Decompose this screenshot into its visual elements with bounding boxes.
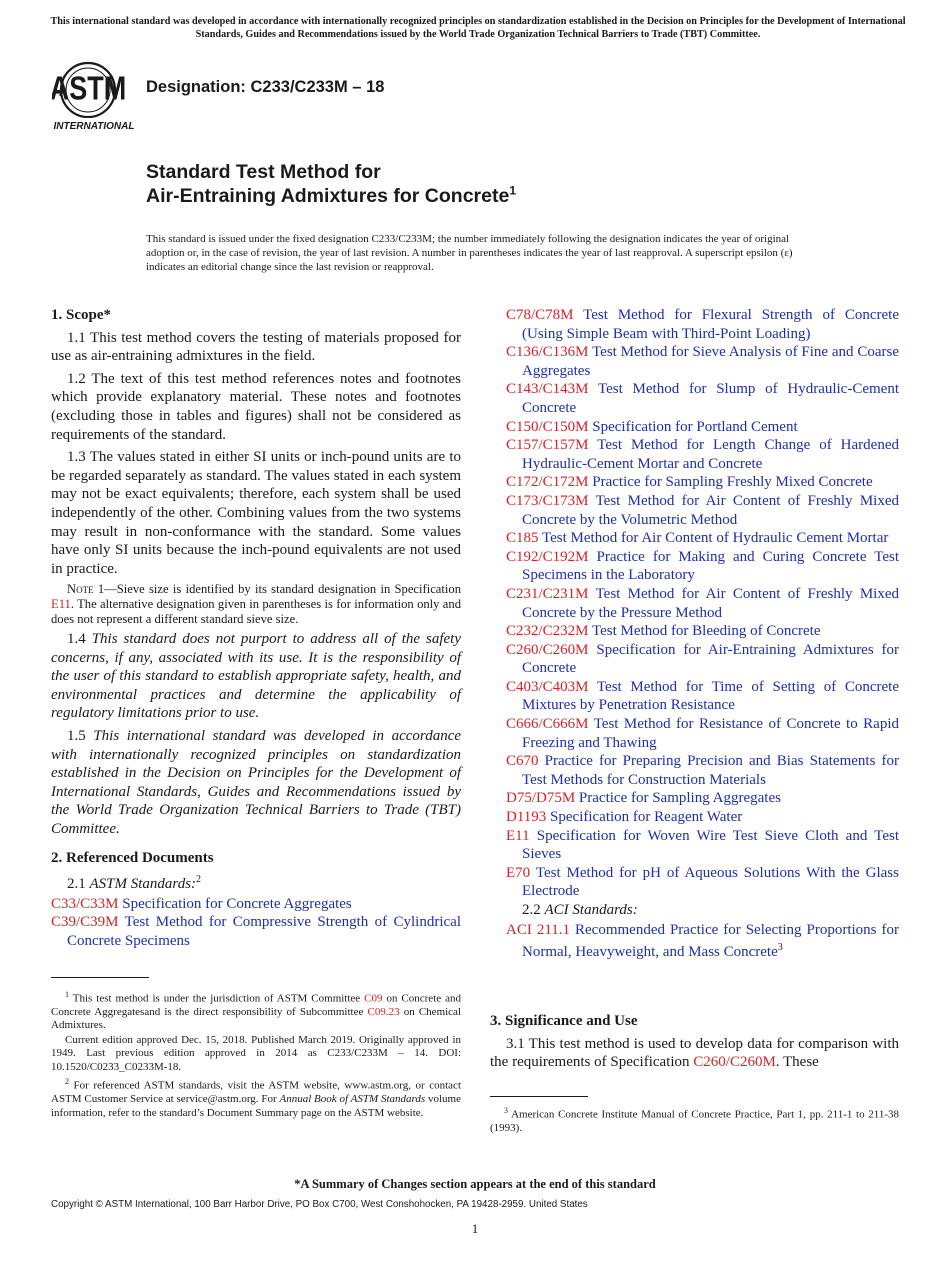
reference-item[interactable]: [506, 622, 899, 641]
astm-standards-list-right: [506, 306, 899, 901]
reference-title[interactable]: Test Method for Bleeding of Concrete: [592, 623, 821, 640]
reference-title[interactable]: Test Method for Sieve Analysis of Fine and Coarse Aggregates: [522, 344, 899, 379]
reference-title[interactable]: Test Method for Time of Setting of Concrete Mixtures by Penetration Resistance: [522, 678, 900, 714]
reference-code[interactable]: C33/C33M: [51, 895, 119, 912]
top-notice: This international standard was developed in accordance with internationally recognized principles on standardization established in the Decision on Principles for the Development of International Standards, Guides and Recommendations issued by the World Trade Organization Technical Barriers to Trade (TBT) Committee.: [50, 16, 906, 40]
footnote-rule-right: [490, 1096, 588, 1097]
reference-code[interactable]: C232/C232M: [506, 623, 589, 640]
reference-code[interactable]: C173/C173M: [506, 492, 589, 509]
reference-item[interactable]: [506, 864, 899, 901]
reference-item[interactable]: [506, 380, 899, 417]
significance-section: [490, 1012, 899, 1076]
reference-code[interactable]: D75/D75M: [506, 790, 576, 807]
reference-item[interactable]: [506, 418, 899, 437]
designation: Designation: C233/C233M – 18: [146, 78, 385, 96]
para-1-2: 1.2 The text of this test method references notes and footnotes which provide explanatory material. These notes and footnotes (excluding those in tables and figures) shall not be considered as requirements of the standard.: [51, 370, 461, 443]
reference-title[interactable]: Test Method for Slump of Hydraulic-Cement Concrete: [522, 381, 899, 416]
reference-code[interactable]: C231/C231M: [506, 585, 589, 602]
reference-item[interactable]: [506, 789, 899, 808]
reference-title[interactable]: Test Method for Air Content of Freshly Mixed Concrete by the Volumetric Method: [522, 492, 899, 528]
reference-title[interactable]: Test Method for pH of Aqueous Solutions With the Glass Electrode: [522, 864, 899, 900]
reference-item[interactable]: [506, 492, 899, 529]
section-heading-significance: 3. Significance and Use: [490, 1013, 638, 1029]
summary-of-changes-note: *A Summary of Changes section appears at the end of this standard: [294, 1177, 656, 1191]
reference-title[interactable]: Test Method for Air Content of Hydraulic Cement Mortar: [542, 530, 889, 547]
reference-code[interactable]: D1193: [506, 809, 547, 826]
reference-title[interactable]: Test Method for Flexural Strength of Concrete (Using Simple Beam with Third-Point Loading): [522, 307, 899, 342]
reference-code[interactable]: C260/C260M: [506, 641, 589, 658]
reference-title[interactable]: Specification for Portland Cement: [592, 418, 798, 435]
reference-title[interactable]: Test Method for Resistance of Concrete to Rapid Freezing and Thawing: [522, 716, 899, 751]
subsection-aci-standards: 2.2 ACI Standards:: [522, 902, 638, 918]
reference-item[interactable]: [506, 827, 899, 864]
reference-code[interactable]: C143/C143M: [506, 381, 589, 398]
logo-caption: INTERNATIONAL: [53, 121, 135, 132]
reference-title[interactable]: Specification for Concrete Aggregates: [122, 895, 352, 912]
reference-item[interactable]: [506, 306, 899, 343]
reference-code[interactable]: C172/C172M: [506, 474, 589, 491]
title-footnote-ref[interactable]: 1: [509, 183, 517, 198]
para-3-1: 3.1 This test method is used to develop data for comparison with the requirements of Specification C260/C260M. These: [490, 1035, 899, 1071]
reference-title[interactable]: Specification for Woven Wire Test Sieve Cloth and Test Sieves: [522, 827, 900, 863]
reference-item[interactable]: [506, 715, 899, 752]
reference-code[interactable]: C192/C192M: [506, 548, 589, 565]
section-heading-referenced-documents: 2. Referenced Documents: [51, 849, 214, 866]
reference-title[interactable]: Test Method for Compressive Strength of Cylindrical Concrete Specimens: [67, 914, 461, 949]
reference-item[interactable]: [506, 641, 899, 678]
reference-item[interactable]: [51, 895, 461, 914]
left-column: [51, 306, 461, 951]
reference-code[interactable]: C150/C150M: [506, 418, 589, 435]
para-1-4: 1.4 This standard does not purport to address all of the safety concerns, if any, associated with its use. It is the responsibility of the user of this standard to establish appropriate safety, health, and environmental practices and determine the applicability of regulatory limitations prior to use.: [51, 631, 462, 722]
reference-item[interactable]: [506, 678, 899, 715]
footnote-rule-left: [51, 977, 149, 978]
reference-item[interactable]: [506, 436, 899, 473]
footnote-1: $^1$ This test method is under the jurisdiction of ASTM Committee C09 on Concrete and Concrete Aggregatesand is the direct responsibility of Subcommittee C09.23 on Chemical Admixtures.: [51, 990, 461, 1032]
para-1-1: 1.1 This test method covers the testing of materials proposed for use as air-entraining admixtures in the field.: [51, 329, 461, 365]
reference-code[interactable]: C39/C39M: [51, 914, 119, 931]
footnote-1-edition: Current edition approved Dec. 15, 2018. Published March 2019. Originally approved in 1949. Last previous edition approved in 2014 as C233/C233M – 14. DOI: 10.1520/C0233_C0233M-18.: [51, 1033, 461, 1073]
link-c260[interactable]: C260/C260M: [693, 1054, 776, 1071]
reference-item[interactable]: [506, 585, 899, 622]
astm-standards-list-left: [51, 895, 461, 951]
reference-code[interactable]: C157/C157M: [506, 437, 589, 454]
reference-item[interactable]: [506, 529, 899, 548]
reference-code[interactable]: C185: [506, 530, 539, 547]
reference-title[interactable]: Practice for Sampling Aggregates: [578, 790, 781, 807]
reference-code[interactable]: C78/C78M: [506, 307, 574, 323]
reference-item[interactable]: [51, 913, 461, 950]
reference-title[interactable]: Practice for Sampling Freshly Mixed Concrete: [592, 474, 873, 491]
reference-item[interactable]: [506, 473, 899, 492]
footnote-3: $^3$ American Concrete Institute Manual of Concrete Practice, Part 1, pp. 211-1 to 211-38 (1993).: [490, 1106, 899, 1135]
reference-title[interactable]: Practice for Making and Curing Concrete Test Specimens in the Laboratory: [522, 548, 900, 584]
logo-letters: ASTM: [52, 69, 127, 108]
reference-item[interactable]: [506, 808, 899, 827]
reference-code[interactable]: E11: [506, 827, 530, 844]
reference-title[interactable]: Test Method for Length Change of Hardened Hydraulic-Cement Mortar and Concrete: [522, 437, 899, 472]
para-1-5: 1.5 This international standard was developed in accordance with internationally recognized principles on standardization established in the Decision on Principles for the Development of International Standards, Guides and Recommendations issued by the World Trade Organization Technical Barriers to Trade (TBT) Committee.: [51, 728, 462, 838]
reference-title[interactable]: Practice for Preparing Precision and Bias Statements for Test Methods for Construction Materials: [522, 753, 900, 788]
footnotes-right: [490, 1104, 899, 1135]
footnotes-left: [51, 988, 461, 1121]
right-column: [506, 306, 899, 962]
link-c09-23[interactable]: C09.23: [367, 1006, 400, 1019]
para-1-3: 1.3 The values stated in either SI units or inch-pound units are to be regarded separately as standard. The values stated in each system may not be exact equivalents; therefore, each system shall be used independently of the other. Combining values from the two systems may result in non-conformance with the standard. Some values have only SI units because the inch-pound equivalents are not used in practice.: [51, 449, 461, 577]
subsection-astm-standards: 2.1 ASTM Standards:$^2$: [67, 874, 202, 893]
reference-code[interactable]: C670: [506, 753, 539, 770]
page-number: 1: [471, 1221, 479, 1236]
reference-title[interactable]: Specification for Air-Entraining Admixtures for Concrete: [522, 641, 900, 677]
reference-code[interactable]: C403/C403M: [506, 678, 589, 695]
reference-code[interactable]: E70: [506, 864, 531, 881]
reference-title[interactable]: Test Method for Air Content of Freshly Mixed Concrete by the Pressure Method: [522, 585, 899, 621]
note-1: Note 1—Sieve size is identified by its standard designation in Specification E11. The alternative designation given in parentheses is for information only and does not represent a different standard sieve size.: [51, 582, 461, 626]
astm-logo: [52, 56, 136, 134]
reference-aci-211-1[interactable]: ACI 211.1 Recommended Practice for Selecting Proportions for Normal, Heavyweight, and Mass Concrete$^3$: [506, 921, 899, 961]
reference-item[interactable]: [506, 343, 899, 380]
reference-title[interactable]: Specification for Reagent Water: [550, 809, 743, 826]
reference-item[interactable]: [506, 752, 899, 789]
link-e11[interactable]: E11: [51, 596, 71, 611]
issue-note: This standard is issued under the fixed designation C233/C233M; the number immediately following the designation indicates the year of original adoption or, in the case of revision, the year of last revision. A number in parentheses indicates the year of last reapproval. A superscript epsilon (ε) indicates an editorial change since the last revision or reapproval.: [146, 233, 793, 273]
reference-item[interactable]: [506, 548, 899, 585]
link-c09[interactable]: C09: [364, 992, 383, 1005]
footnote-2: $^2$ For referenced ASTM standards, visit the ASTM website, www.astm.org, or contact ASTM Customer Service at service@astm.org. For Annual Book of ASTM Standards volume information, refer to the standard’s Document Summary page on the ASTM website.: [51, 1077, 461, 1119]
reference-code[interactable]: C666/C666M: [506, 716, 589, 733]
copyright: Copyright © ASTM International, 100 Barr Harbor Drive, PO Box C700, West Conshohocken, PA 19428-2959. United States: [51, 1199, 588, 1210]
document-title: Standard Test Method for Air-Entraining Admixtures for Concrete$^1$: [146, 161, 517, 207]
section-heading-scope: 1. Scope*: [51, 307, 111, 323]
reference-code[interactable]: C136/C136M: [506, 344, 589, 361]
